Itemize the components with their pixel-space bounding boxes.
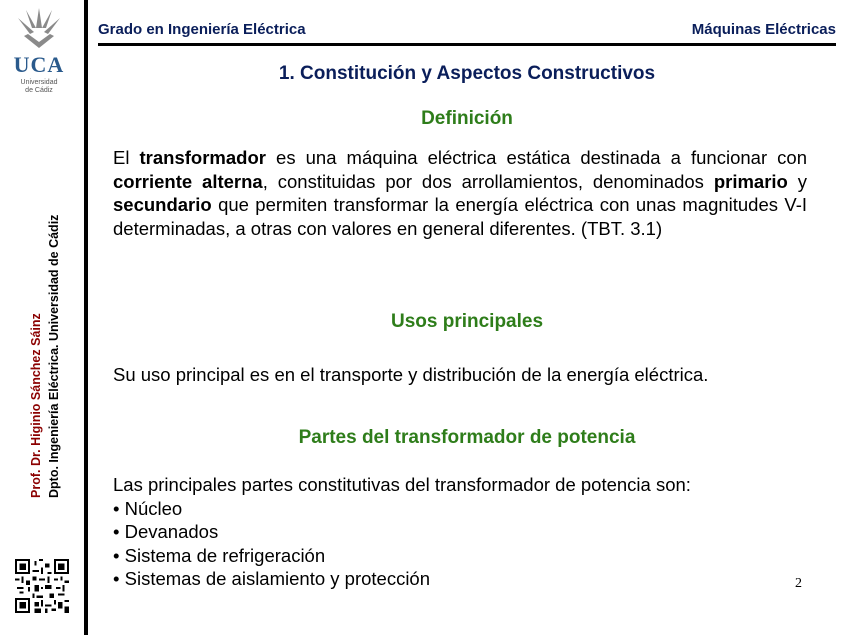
parts-list — [113, 473, 813, 591]
page-number: 2 — [795, 576, 802, 591]
course-title: Grado en Ingeniería Eléctrica — [98, 21, 306, 38]
department-name: Dpto. Ingeniería Eléctrica. Universidad de Cádiz — [47, 214, 61, 498]
uses-heading: Usos principales — [390, 311, 544, 332]
list-item: • Sistema de refrigeración — [113, 544, 326, 566]
parts-intro: Las principales partes constitutivas del transformador de potencia son: — [113, 474, 691, 495]
term-secundario: secundario — [113, 194, 212, 215]
university-logo — [6, 6, 72, 96]
header-divider — [98, 43, 836, 46]
definition-paragraph: El transformador es una máquina eléctrica estática destinada a funcionar con corriente alterna, constituidas por dos arrollamientos, denominados primario y secundario que permiten transformar la energía eléctrica con unas magnitudes V-I determinadas, a otras con valores en general diferentes. (TBT. 3.1) — [113, 147, 807, 239]
sidebar — [0, 0, 86, 635]
term-primario: primario — [713, 170, 788, 192]
logo-subtitle-1: Universidad — [20, 79, 58, 86]
sidebar-divider — [84, 0, 88, 635]
list-item: • Núcleo — [113, 497, 183, 519]
qr-code-icon — [15, 559, 69, 613]
author-name: Prof. Dr. Higinio Sánchez Sáinz — [29, 313, 43, 498]
subject-title: Máquinas Eléctricas — [691, 21, 836, 38]
uses-paragraph: Su uso principal es en el transporte y distribución de la energía eléctrica. — [113, 364, 709, 385]
list-item: • Devanados — [113, 521, 219, 542]
parts-heading: Partes del transformador de potencia — [298, 427, 636, 448]
definition-heading: Definición — [421, 108, 513, 129]
logo-subtitle-2: de Cádiz — [25, 87, 53, 94]
term-transformador: transformador — [139, 147, 266, 168]
list-item: • Sistemas de aislamiento y protección — [113, 568, 431, 589]
shield-icon — [6, 6, 72, 52]
logo-text: UCA — [13, 52, 65, 77]
term-corriente-alterna: corriente alterna — [113, 170, 263, 192]
slide-title: 1. Constitución y Aspectos Constructivos — [278, 63, 656, 84]
